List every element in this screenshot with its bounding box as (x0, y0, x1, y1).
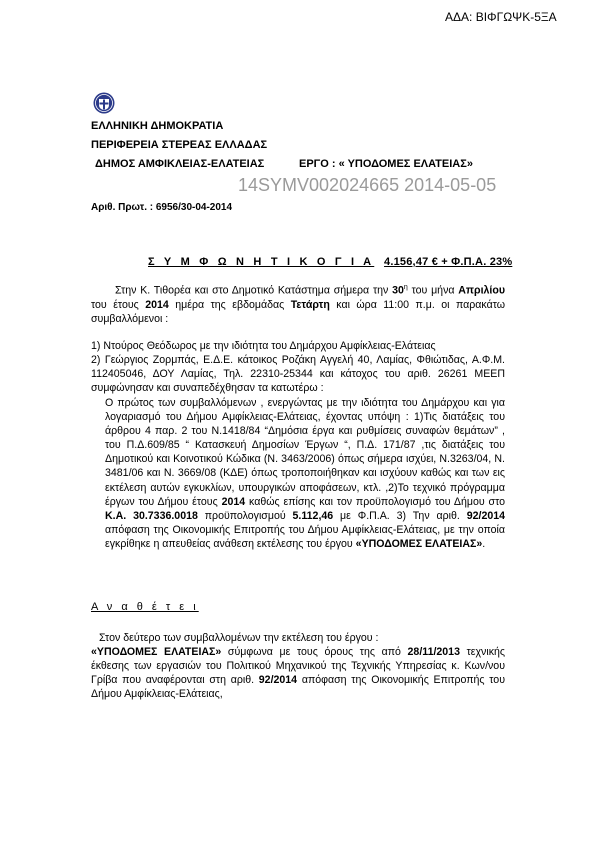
month: Απριλίου (458, 284, 505, 297)
section-heading-assigns: Α ν α θ έ τ ε ι (91, 601, 199, 613)
greek-coat-of-arms-icon (93, 92, 115, 114)
party-2: 2) Γεώργιος Ζορμπάς, Ε.Δ.Ε. κάτοικος Ροζάκη Αγγελή 40, Λαμίας, Φθιώτιδας, Α.Φ.Μ. 112405046, ΔΟΥ Λαμίας, Τηλ. 22310-25344 και κάτοχος του αριθ. 26261 ΜΕΕΠ συμφώνησαν και συναπεδέχθησαν τα κατωτέρω : (91, 354, 505, 395)
day: 30 (392, 284, 404, 297)
decision-number-2: 92/2014 (258, 674, 298, 687)
header-project: ΕΡΓΟ : « ΥΠΟΔΟΜΕΣ ΕΛΑΤΕΙΑΣ» (299, 158, 473, 170)
header-municipality: ΔΗΜΟΣ ΑΜΦΙΚΛΕΙΑΣ-ΕΛΑΤΕΙΑΣ (95, 158, 265, 170)
title-amount: 4.156,47 € + Φ.Π.Α. 23% (384, 256, 513, 268)
paragraph-recitals: Ο πρώτος των συμβαλλόμενων , ενεργώντας με την ιδιότητα του Δημάρχου και για λογαριασμό του Δήμου Αμφίκλειας-Ελάτειας, έχοντας υπόψη : 1)Τις διατάξεις του άρθρου 4 παρ. 2 του Ν.1418/84 “Δημόσια έργα και ρυθμίσεις συναφών θεμάτων” , του Π.Δ.609/85 “ Κατασκευή Δημοσίων Έργων “, Π.Δ. 171/87 ,τις διατάξεις του Δημοτικού και Κοινοτικού Κώδικα (Ν. 3463/2006) όπως σήμερα ισχύει, Ν.3263/04, Ν. 3481/06 και Ν. 3669/08 (ΚΔΕ) όπως τροποποιήθηκαν και ισχύουν καθώς και των εις εκτέλεση αυτών εγκυκλίων, υπουργικών αποφάσεων, κτλ. ,2)Το τεχνικό πρόγραμμα έργων του Δήμου έτους 2014 καθώς επίσης και τον προϋπολογισμό του Δήμου στο Κ.Α. 30.7336.0018 προϋπολογισμού 5.112,46 με Φ.Π.Α. 3) Την αριθ. 92/2014 απόφαση της Οικονομικής Επιτροπής του Δήμου Αμφίκλειας-Ελάτειας, με την οποία εγκρίθηκε η απευθείας ανάθεση εκτέλεσης του έργου «ΥΠΟΔΟΜΕΣ ΕΛΑΤΕΙΑΣ». (105, 397, 506, 550)
report-date: 28/11/2013 (407, 646, 460, 659)
year: 2014 (145, 298, 169, 311)
program-year: 2014 (221, 495, 246, 508)
project-name-2: «ΥΠΟΔΟΜΕΣ ΕΛΑΤΕΙΑΣ» (91, 646, 222, 659)
ada-code: ΑΔΑ: ΒΙΦΓΩΨΚ-5ΞΑ (445, 10, 557, 24)
header-region: ΠΕΡΙΦΕΡΕΙΑ ΣΤΕΡΕΑΣ ΕΛΛΑΔΑΣ (91, 139, 268, 151)
party-1: 1) Ντούρος Θεόδωρος με την ιδιότητα του Δημάρχου Αμφίκλειας-Ελάτειας (91, 340, 436, 352)
protocol-number: Αριθ. Πρωτ. : 6956/30-04-2014 (91, 202, 233, 213)
paragraph-parties (91, 339, 505, 395)
budget-code: Κ.Α. 30.7336.0018 (105, 509, 198, 522)
decision-number: 92/2014 (466, 509, 506, 522)
paragraph-assignment: Στον δεύτερο των συμβαλλομένων την εκτέλεση του έργου : «ΥΠΟΔΟΜΕΣ ΕΛΑΤΕΙΑΣ» σύμφωνα με τους όρους της από 28/11/2013 τεχνικής έκθεσης των εργασιών του Πολιτικού Μηχανικού της Τεχνικής Υπηρεσίας κ. Κων/νου Γρίβα που αναφέρονται στη αριθ. 92/2014 απόφαση της Οικονομικής Επιτροπής του Δήμου Αμφίκλειας-Ελάτειας, (91, 632, 506, 701)
document-title (148, 256, 512, 268)
title-word: Σ Υ Μ Φ Ω Ν Η Τ Ι Κ Ο Γ Ι Α (148, 256, 375, 268)
weekday: Τετάρτη (290, 298, 330, 311)
budget-amount: 5.112,46 (292, 509, 334, 522)
header-republic: ΕΛΛΗΝΙΚΗ ΔΗΜΟΚΡΑΤΙΑ (91, 120, 224, 132)
paragraph-opening: Στην Κ. Τιθορέα και στο Δημοτικό Κατάστημα σήμερα την $30^\eta$ του μήνα Απριλίου του έτους 2014 ημέρα της εβδομάδας Τετάρτη και ώρα 11:00 π.μ. οι παρακάτω συμβαλλόμενοι : (91, 284, 505, 325)
project-name: «ΥΠΟΔΟΜΕΣ ΕΛΑΤΕΙΑΣ» (355, 537, 483, 550)
registry-stamp: 14SYMV002024665 2014-05-05 (238, 175, 497, 195)
